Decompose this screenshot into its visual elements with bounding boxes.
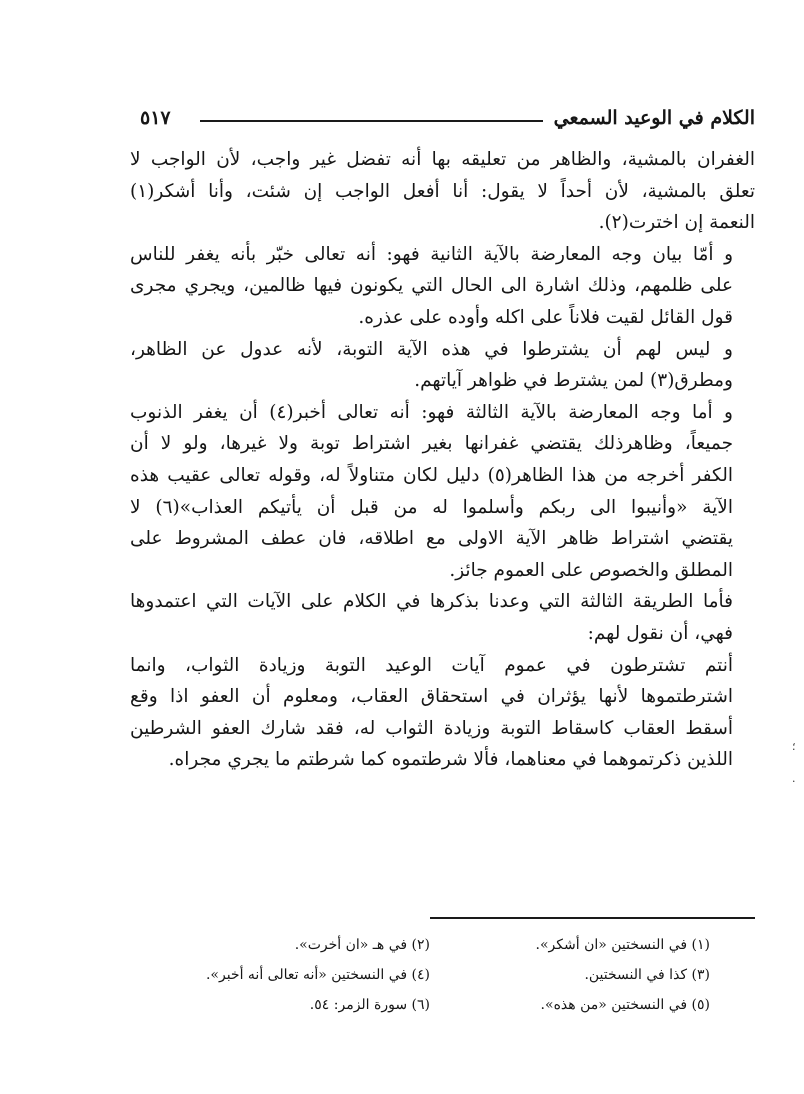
footnote-1: (١) في النسختين «ان أشكر». xyxy=(535,937,710,953)
page-header xyxy=(140,103,755,133)
page-number: ٥١٧ xyxy=(140,107,171,129)
paragraph-5 xyxy=(130,586,755,649)
footnote-2: (٢) في هـ «ان أخرت». xyxy=(294,937,430,953)
text-line: على ظلمهم، وذلك اشارة الى الحال التي يكونون فيها ظالمين، ويجري مجرى xyxy=(130,275,733,297)
text-line: قول القائل لقيت فلاناً على اكله وأوده على عذره. xyxy=(358,306,733,328)
text-line: المطلق والخصوص على العموم جائز. xyxy=(449,559,733,581)
header-rule xyxy=(200,120,543,122)
footnote-6: (٦) سورة الزمر: ٥٤. xyxy=(309,997,430,1013)
text-line: فأما الطريقة الثالثة التي وعدنا بذكرها في الكلام على الآيات التي اعتمدوها xyxy=(130,591,733,613)
text-line: تعلق بالمشية، لأن أحداً لا يقول: أنا أفعل الواجب إن شئت، وأنا أشكر(١) xyxy=(130,180,755,202)
text-line: يقتضي اشتراط ظاهر الآية الاولى مع اطلاقه، فان عطف المشروط على xyxy=(130,528,733,550)
text-line: النعمة إن اخترت(٢). xyxy=(598,212,755,234)
margin-speck: ؛ xyxy=(792,740,796,753)
margin-speck: · xyxy=(792,775,796,788)
paragraph-4 xyxy=(130,397,755,587)
paragraph-2 xyxy=(130,239,755,334)
footnote-row xyxy=(150,990,710,1020)
running-title: الكلام في الوعيد السمعي xyxy=(553,107,755,129)
text-line: و أما وجه المعارضة بالآية الثالثة فهو: أنه تعالى أخبر(٤) أن يغفر الذنوب xyxy=(130,401,733,423)
footnote-separator xyxy=(430,917,755,919)
paragraph-1 xyxy=(130,144,755,239)
text-line: ومطرق(٣) لمن يشترط في ظواهر آياتهم. xyxy=(414,370,733,392)
text-line: فهي، أن نقول لهم: xyxy=(587,622,733,644)
text-line: و ليس لهم أن يشترطوا في هذه الآية التوبة، لأنه عدول عن الظاهر، xyxy=(130,338,733,360)
footnote-5: (٥) في النسختين «من هذه». xyxy=(540,997,710,1013)
footnote-4: (٤) في النسختين «أنه تعالى أنه أخبر». xyxy=(205,967,430,983)
footnote-3: (٣) كذا في النسختين. xyxy=(584,967,710,983)
paragraph-6 xyxy=(130,650,755,776)
main-text xyxy=(130,144,755,776)
footnote-row xyxy=(150,960,710,990)
text-line: اللذين ذكرتموهما في معناهما، فألا شرطتموه كما شرطتم ما يجري مجراه. xyxy=(168,749,733,771)
text-line: الكفر أخرجه من هذا الظاهر(٥) دليل لكان متناولاً له، وقوله تعالى عقيب هذه xyxy=(130,464,733,486)
text-line: أنتم تشترطون في عموم آيات الوعيد التوبة وزيادة الثواب، وانما xyxy=(130,654,733,676)
text-line: الآية «وأنيبوا الى ربكم وأسلموا له من قبل أن يأتيكم العذاب»(٦) لا xyxy=(130,496,733,518)
text-line: جميعاً، وظاهرذلك يقتضي غفرانها بغير اشتراط توبة ولا غيرها، ولو لا أن xyxy=(130,433,733,455)
text-line: الغفران بالمشية، والظاهر من تعليقه بها أنه تفضل غير واجب، لأن الواجب لا xyxy=(130,149,755,170)
footnote-row xyxy=(150,930,710,960)
text-line: اشترطتموها لأنها يؤثران في استحقاق العقاب، ومعلوم أن العفو اذا وقع xyxy=(130,686,733,708)
text-line: أسقط العقاب كاسقاط التوبة وزيادة الثواب له، فقد شارك العفو الشرطين xyxy=(130,717,733,739)
text-line: و أمّا بيان وجه المعارضة بالآية الثانية فهو: أنه تعالى خبّر بأنه يغفر للناس xyxy=(130,243,733,265)
footnotes xyxy=(150,930,710,1020)
paragraph-3 xyxy=(130,334,755,397)
